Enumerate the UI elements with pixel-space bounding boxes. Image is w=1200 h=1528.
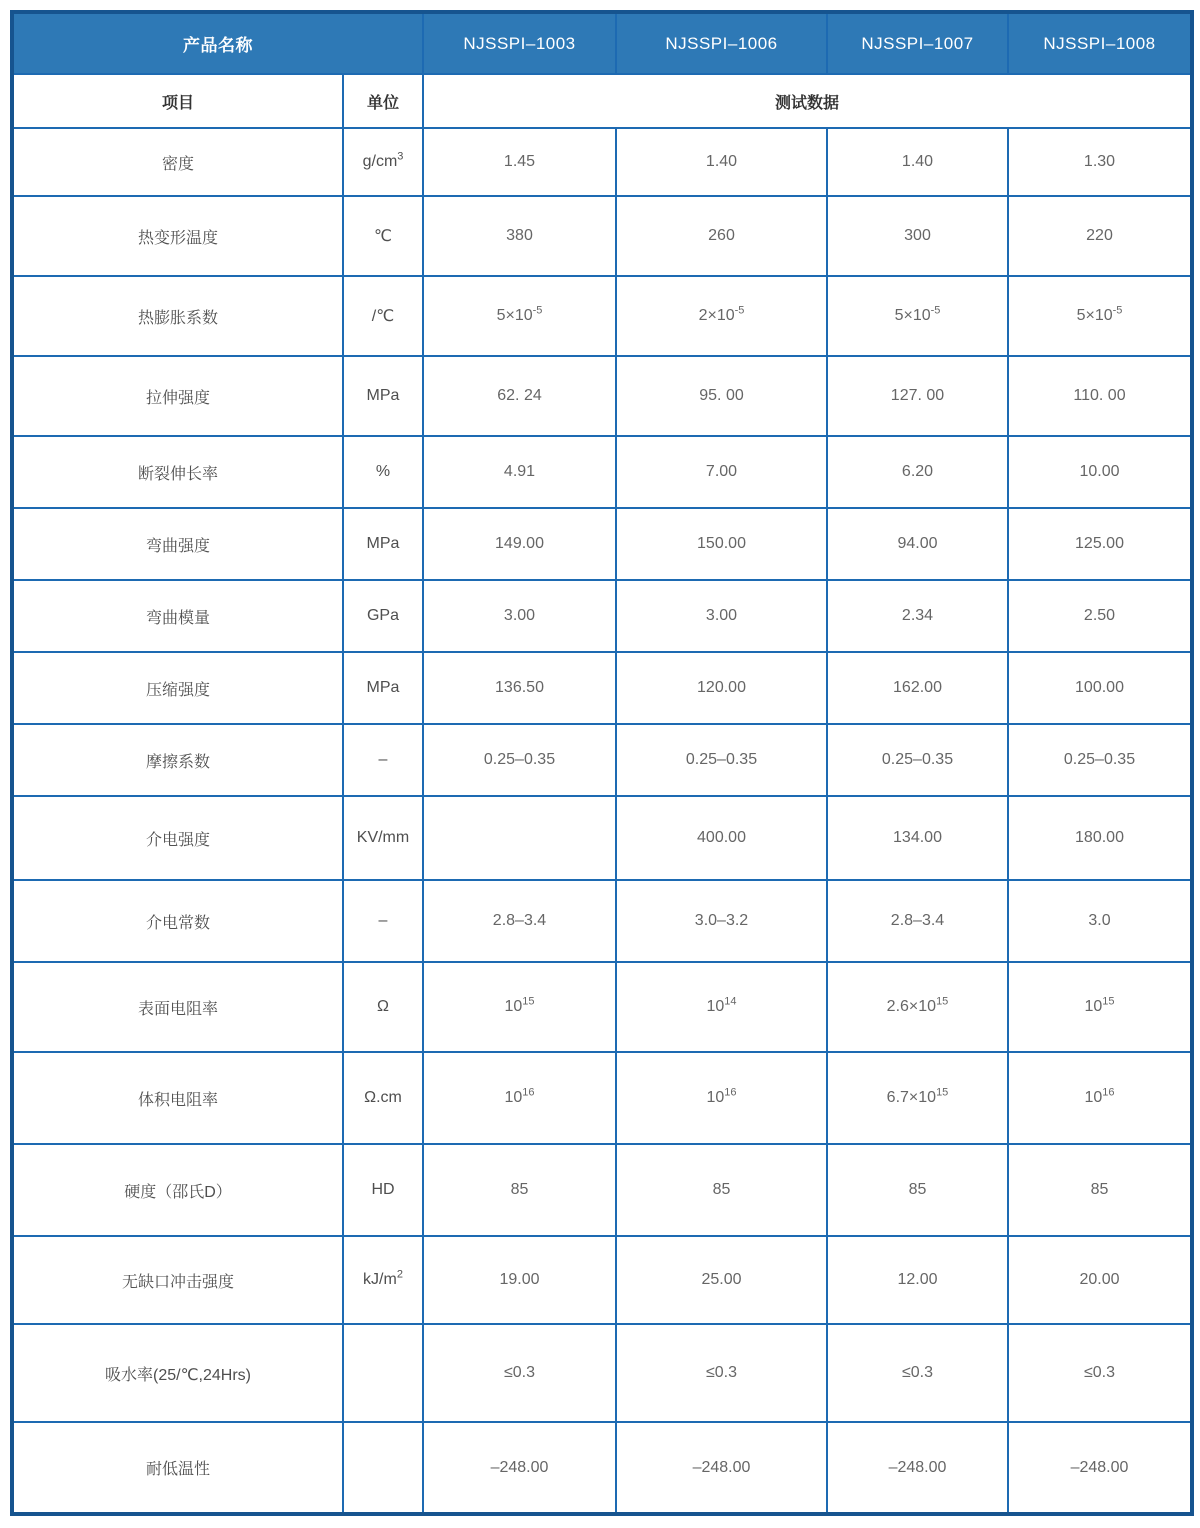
value-cell: 3.00 (423, 580, 616, 652)
row-label-cell: 密度 (12, 128, 343, 196)
row-label-cell: 介电强度 (12, 796, 343, 880)
row-label-cell: 硬度（邵氏D） (12, 1144, 343, 1236)
spec-table-body (12, 128, 1192, 1514)
unit-cell: % (343, 436, 423, 508)
value-cell: 95. 00 (616, 356, 827, 436)
value-cell: –248.00 (1008, 1422, 1192, 1514)
value-cell: 220 (1008, 196, 1192, 276)
value-cell: $10^{14}$ (616, 962, 827, 1052)
value-cell: 2.8–3.4 (423, 880, 616, 962)
row-label-cell: 热膨胀系数 (12, 276, 343, 356)
value-cell: 2.50 (1008, 580, 1192, 652)
row-label-cell: 表面电阻率 (12, 962, 343, 1052)
row-label-cell: 无缺口冲击强度 (12, 1236, 343, 1324)
value-cell: 1.45 (423, 128, 616, 196)
value-cell: $2\times 10^{-5}$ (616, 276, 827, 356)
value-cell: 3.0 (1008, 880, 1192, 962)
value-cell: $10^{16}$ (616, 1052, 827, 1144)
value-cell: –248.00 (827, 1422, 1008, 1514)
value-cell: 134.00 (827, 796, 1008, 880)
spec-row (12, 880, 1192, 962)
value-cell: 20.00 (1008, 1236, 1192, 1324)
value-cell: ≤0.3 (616, 1324, 827, 1422)
unit-cell: MPa (343, 652, 423, 724)
value-cell: $10^{16}$ (423, 1052, 616, 1144)
value-cell: 125.00 (1008, 508, 1192, 580)
value-cell: 110. 00 (1008, 356, 1192, 436)
spec-row (12, 962, 1192, 1052)
spec-row (12, 796, 1192, 880)
unit-cell: Ω.cm (343, 1052, 423, 1144)
product-column-header-1007: NJSSPI–1007 (827, 12, 1008, 74)
value-cell: 6.20 (827, 436, 1008, 508)
value-cell: 2.34 (827, 580, 1008, 652)
value-cell: 85 (423, 1144, 616, 1236)
value-cell: 85 (616, 1144, 827, 1236)
value-cell: 62. 24 (423, 356, 616, 436)
value-cell: $10^{16}$ (1008, 1052, 1192, 1144)
value-cell: 2.8–3.4 (827, 880, 1008, 962)
product-header-row (12, 12, 1192, 74)
row-label-cell: 断裂伸长率 (12, 436, 343, 508)
value-cell: 136.50 (423, 652, 616, 724)
row-label-cell: 耐低温性 (12, 1422, 343, 1514)
value-cell: 85 (827, 1144, 1008, 1236)
value-cell: 85 (1008, 1144, 1192, 1236)
row-label-cell: 弯曲模量 (12, 580, 343, 652)
value-cell: $5\times 10^{-5}$ (423, 276, 616, 356)
product-column-header-1006: NJSSPI–1006 (616, 12, 827, 74)
value-cell: 180.00 (1008, 796, 1192, 880)
value-cell: 149.00 (423, 508, 616, 580)
value-cell: 0.25–0.35 (1008, 724, 1192, 796)
value-cell: 19.00 (423, 1236, 616, 1324)
value-cell: 127. 00 (827, 356, 1008, 436)
value-cell: 10.00 (1008, 436, 1192, 508)
row-label-cell: 体积电阻率 (12, 1052, 343, 1144)
unit-cell: Ω (343, 962, 423, 1052)
value-cell: $6.7\times 10^{15}$ (827, 1052, 1008, 1144)
spec-row (12, 128, 1192, 196)
unit-cell: $g/cm^3$ (343, 128, 423, 196)
product-name-header: 产品名称 (12, 12, 423, 74)
unit-cell: – (343, 724, 423, 796)
unit-cell: MPa (343, 508, 423, 580)
value-cell: 3.00 (616, 580, 827, 652)
spec-row (12, 1324, 1192, 1422)
value-cell: 162.00 (827, 652, 1008, 724)
value-cell: $5\times 10^{-5}$ (1008, 276, 1192, 356)
value-cell: 3.0–3.2 (616, 880, 827, 962)
unit-cell: /℃ (343, 276, 423, 356)
product-column-header-1003: NJSSPI–1003 (423, 12, 616, 74)
value-cell: 0.25–0.35 (423, 724, 616, 796)
value-cell: 300 (827, 196, 1008, 276)
value-cell: 100.00 (1008, 652, 1192, 724)
spec-row (12, 196, 1192, 276)
spec-row (12, 652, 1192, 724)
unit-cell: MPa (343, 356, 423, 436)
value-cell (423, 796, 616, 880)
value-cell: 1.40 (827, 128, 1008, 196)
value-cell: ≤0.3 (423, 1324, 616, 1422)
value-cell: 0.25–0.35 (616, 724, 827, 796)
value-cell: $2.6\times 10^{15}$ (827, 962, 1008, 1052)
unit-cell: – (343, 880, 423, 962)
spec-row (12, 1422, 1192, 1514)
value-cell: 400.00 (616, 796, 827, 880)
row-label-cell: 介电常数 (12, 880, 343, 962)
value-cell: ≤0.3 (827, 1324, 1008, 1422)
row-label-cell: 压缩强度 (12, 652, 343, 724)
value-cell: 380 (423, 196, 616, 276)
value-cell: ≤0.3 (1008, 1324, 1192, 1422)
spec-row (12, 508, 1192, 580)
value-cell: 7.00 (616, 436, 827, 508)
unit-cell (343, 1422, 423, 1514)
value-cell: 25.00 (616, 1236, 827, 1324)
value-cell: $10^{15}$ (423, 962, 616, 1052)
spec-table (10, 10, 1194, 1516)
row-label-cell: 弯曲强度 (12, 508, 343, 580)
value-cell: 4.91 (423, 436, 616, 508)
product-column-header-1008: NJSSPI–1008 (1008, 12, 1192, 74)
spec-row (12, 356, 1192, 436)
unit-cell: GPa (343, 580, 423, 652)
value-cell: –248.00 (616, 1422, 827, 1514)
value-cell: 1.30 (1008, 128, 1192, 196)
spec-row (12, 724, 1192, 796)
spec-row (12, 1144, 1192, 1236)
value-cell: $5\times 10^{-5}$ (827, 276, 1008, 356)
unit-cell: HD (343, 1144, 423, 1236)
value-cell: 120.00 (616, 652, 827, 724)
unit-cell: KV/mm (343, 796, 423, 880)
spec-row (12, 580, 1192, 652)
spec-row (12, 436, 1192, 508)
unit-cell: ℃ (343, 196, 423, 276)
spec-row (12, 276, 1192, 356)
subheader-row (12, 74, 1192, 128)
row-label-cell: 热变形温度 (12, 196, 343, 276)
value-cell: 0.25–0.35 (827, 724, 1008, 796)
spec-row (12, 1052, 1192, 1144)
value-cell: 94.00 (827, 508, 1008, 580)
value-cell: 260 (616, 196, 827, 276)
test-data-header: 测试数据 (423, 74, 1192, 128)
value-cell: 1.40 (616, 128, 827, 196)
item-header: 项目 (12, 74, 343, 128)
row-label-cell: 拉伸强度 (12, 356, 343, 436)
unit-header: 单位 (343, 74, 423, 128)
unit-cell: $kJ/m^2$ (343, 1236, 423, 1324)
value-cell: $10^{15}$ (1008, 962, 1192, 1052)
spec-row (12, 1236, 1192, 1324)
row-label-cell: 吸水率(25/℃,24Hrs) (12, 1324, 343, 1422)
row-label-cell: 摩擦系数 (12, 724, 343, 796)
value-cell: 150.00 (616, 508, 827, 580)
value-cell: 12.00 (827, 1236, 1008, 1324)
value-cell: –248.00 (423, 1422, 616, 1514)
unit-cell (343, 1324, 423, 1422)
